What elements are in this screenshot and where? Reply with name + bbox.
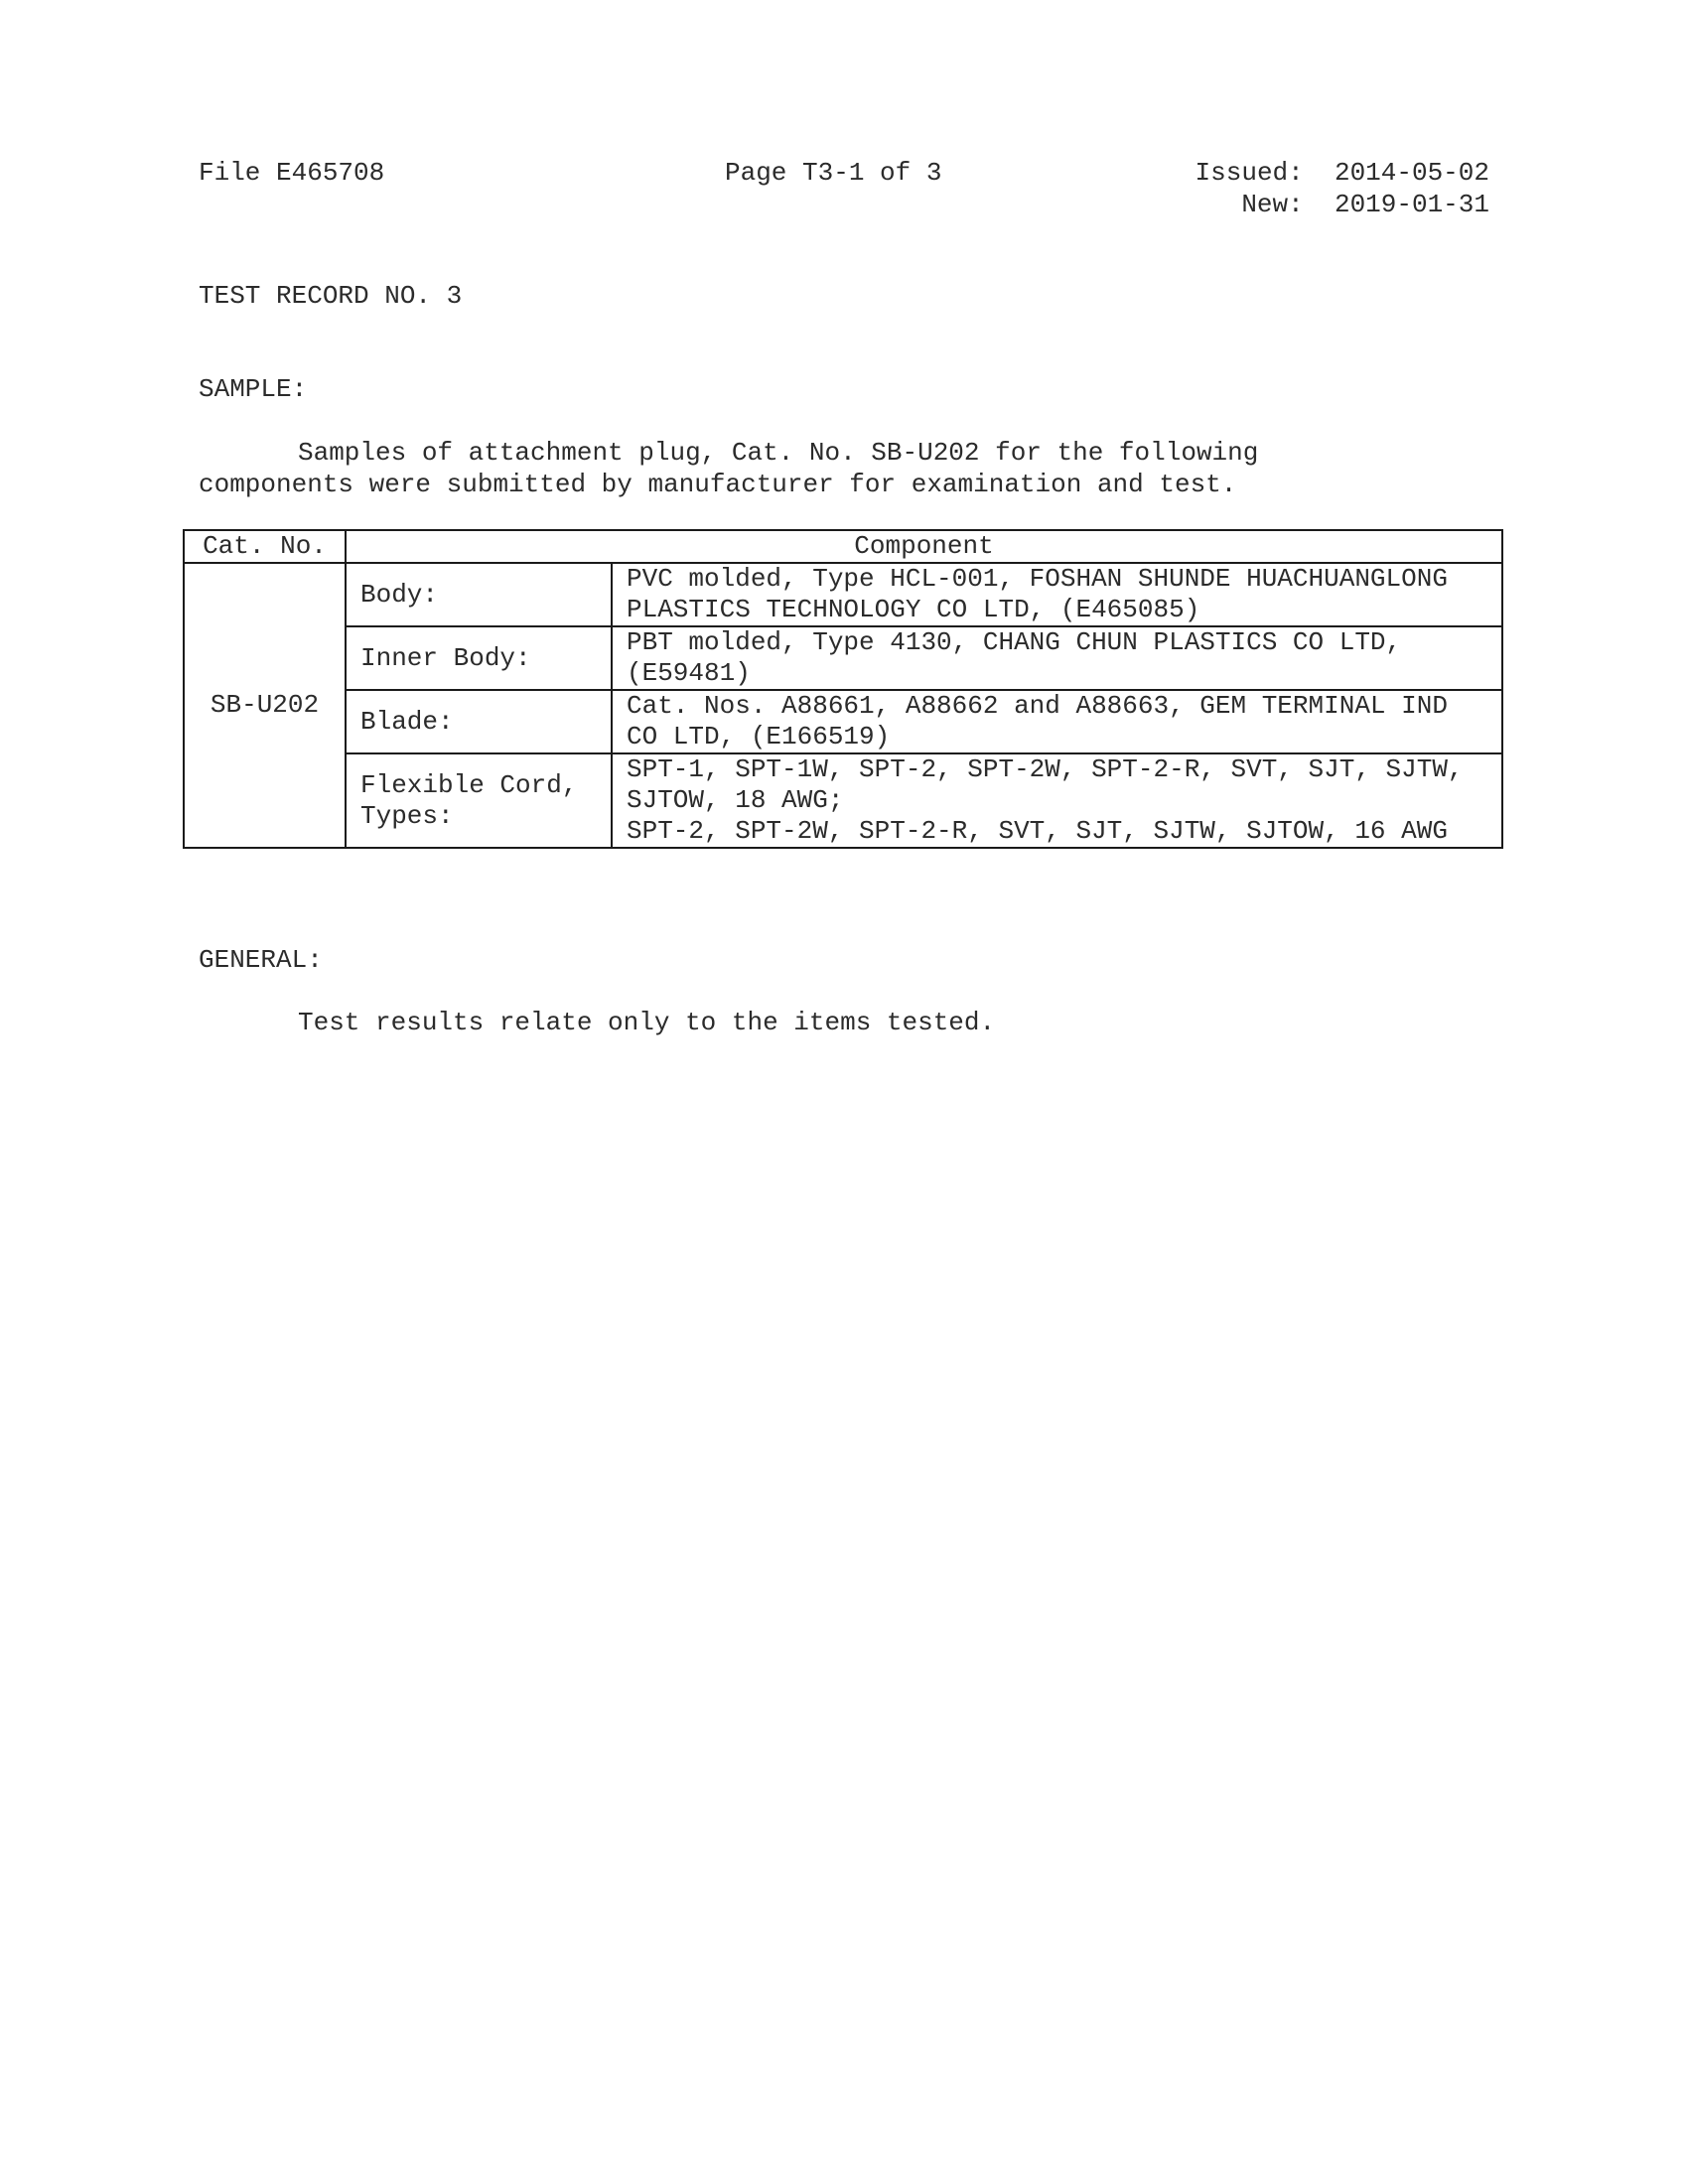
issued-line <box>1196 157 1489 189</box>
component-value: Cat. Nos. A88661, A88662 and A88663, GEM TERMINAL IND CO LTD, (E166519) <box>612 690 1502 753</box>
date-block <box>1196 157 1489 220</box>
component-value <box>612 753 1502 848</box>
general-heading: GENERAL: <box>199 945 323 975</box>
header-cat-no: Cat. No. <box>184 530 346 563</box>
cord-types-line: SPT-1, SPT-1W, SPT-2, SPT-2W, SPT-2-R, SVT, SJT, SJTW, SJTOW, 18 AWG; <box>627 754 1464 815</box>
table-row <box>184 690 1502 753</box>
component-label: Inner Body: <box>346 626 612 690</box>
table-row <box>184 753 1502 848</box>
component-table <box>183 529 1503 849</box>
general-text: Test results relate only to the items tested. <box>298 1008 996 1037</box>
component-label: Body: <box>346 563 612 626</box>
component-value: PVC molded, Type HCL-001, FOSHAN SHUNDE HUACHUANGLONG PLASTICS TECHNOLOGY CO LTD, (E465085) <box>612 563 1502 626</box>
table-header-row <box>184 530 1502 563</box>
component-value: PBT molded, Type 4130, CHANG CHUN PLASTICS CO LTD, (E59481) <box>612 626 1502 690</box>
sample-text: Samples of attachment plug, Cat. No. SB-U202 for the following components were submitted by manufacturer for examination and test. <box>199 438 1259 499</box>
table-row <box>184 626 1502 690</box>
component-label: Flexible Cord, Types: <box>346 753 612 848</box>
page-number: Page T3-1 of 3 <box>725 158 942 188</box>
component-label: Blade: <box>346 690 612 753</box>
issued-label: Issued: <box>1195 158 1304 188</box>
header-component: Component <box>346 530 1502 563</box>
cord-types-line: SPT-2, SPT-2W, SPT-2-R, SVT, SJT, SJTW, SJTOW, 16 AWG <box>627 816 1448 846</box>
record-title: TEST RECORD NO. 3 <box>199 281 463 311</box>
new-line <box>1196 189 1489 220</box>
issued-date: 2014-05-02 <box>1334 158 1489 188</box>
sample-heading: SAMPLE: <box>199 374 308 404</box>
cat-no-cell: SB-U202 <box>184 563 346 848</box>
file-number: File E465708 <box>199 158 385 188</box>
new-label: New: <box>1241 190 1304 219</box>
table-row <box>184 563 1502 626</box>
sample-paragraph <box>199 437 1390 500</box>
new-date: 2019-01-31 <box>1334 190 1489 219</box>
